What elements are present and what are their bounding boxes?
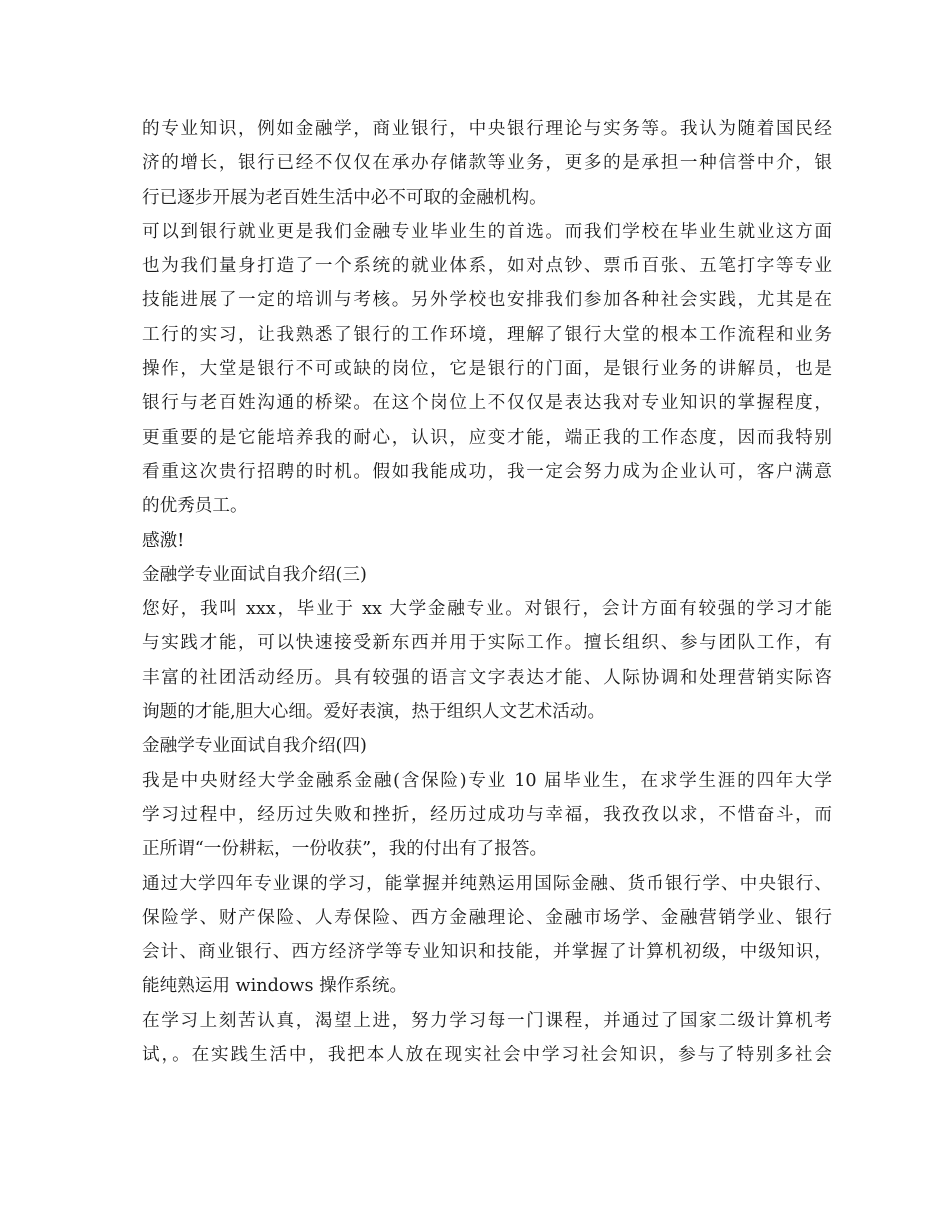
text-line: 金融学专业面试自我介绍(四) — [142, 736, 367, 757]
text-line: 通过大学四年专业课的学习，能掌握并纯熟运用国际金融、货币银行学、中央银行、 — [142, 873, 832, 894]
text-line: 行已逐步开展为老百姓生活中必不可取的金融机构。 — [142, 187, 547, 208]
text-line: 正所谓“一份耕耘，一份收获”，我的付出有了报答。 — [142, 839, 548, 860]
text-line: 的优秀员工。 — [142, 496, 248, 517]
text-line: 更重要的是它能培养我的耐心，认识，应变才能，端正我的工作态度，因而我特别 — [142, 427, 832, 448]
text-line: 在学习上刻苦认真，渴望上进，努力学习每一门课程，并通过了国家二级计算机考 — [142, 1010, 832, 1031]
text-line: 金融学专业面试自我介绍(三) — [142, 564, 367, 585]
text-line: 能纯熟运用 windows 操作系统。 — [142, 976, 408, 997]
text-line: 银行与老百姓沟通的桥梁。在这个岗位上不仅仅是表达我对专业知识的掌握程度， — [142, 393, 832, 414]
text-line: 的专业知识，例如金融学，商业银行，中央银行理论与实务等。我认为随着国民经 — [142, 119, 832, 139]
text-line: 技能进展了一定的培训与考核。另外学校也安排我们参加各种社会实践，尤其是在 — [142, 290, 832, 311]
text-line: 保险学、财产保险、人寿保险、西方金融理论、金融市场学、金融营销学业、银行 — [142, 907, 832, 928]
text-line: 询题的才能,胆大心细。爱好表演，热于组织人文艺术活动。 — [142, 702, 606, 723]
text-line: 看重这次贵行招聘的时机。假如我能成功，我一定会努力成为企业认可，客户满意 — [142, 461, 832, 482]
text-line: 济的增长，银行已经不仅仅在承办存储款等业务，更多的是承担一种信誉中介，银 — [142, 153, 832, 174]
text-line: 您好，我叫 xxx，毕业于 xx 大学金融专业。对银行，会计方面有较强的学习才能 — [142, 599, 832, 620]
text-line: 操作，大堂是银行不可或缺的岗位，它是银行的门面，是银行业务的讲解员，也是 — [142, 359, 832, 380]
text-line: 与实践才能，可以快速接受新东西并用于实际工作。擅长组织、参与团队工作，有 — [142, 633, 832, 654]
text-line: 也为我们量身打造了一个系统的就业体系，如对点钞、票币百张、五笔打字等专业 — [142, 256, 832, 277]
text-line: 感激! — [142, 530, 185, 551]
text-line: 试，。在实践生活中，我把本人放在现实社会中学习社会知识，参与了特别多社会 — [142, 1045, 832, 1066]
document-page — [142, 112, 832, 1072]
text-line: 我是中央财经大学金融系金融(含保险)专业 10 届毕业生，在求学生涯的四年大学 — [142, 770, 832, 791]
text-line: 学习过程中，经历过失败和挫折，经历过成功与幸福，我孜孜以求，不惜奋斗，而 — [142, 804, 832, 825]
text-line: 丰富的社团活动经历。具有较强的语言文字表达才能、人际协调和处理营销实际咨 — [142, 667, 832, 688]
text-line: 工行的实习，让我熟悉了银行的工作环境，理解了银行大堂的根本工作流程和业务 — [142, 324, 832, 345]
text-line: 会计、商业银行、西方经济学等专业知识和技能，并掌握了计算机初级，中级知识， — [142, 942, 832, 963]
text-line: 可以到银行就业更是我们金融专业毕业生的首选。而我们学校在毕业生就业这方面 — [142, 221, 832, 242]
